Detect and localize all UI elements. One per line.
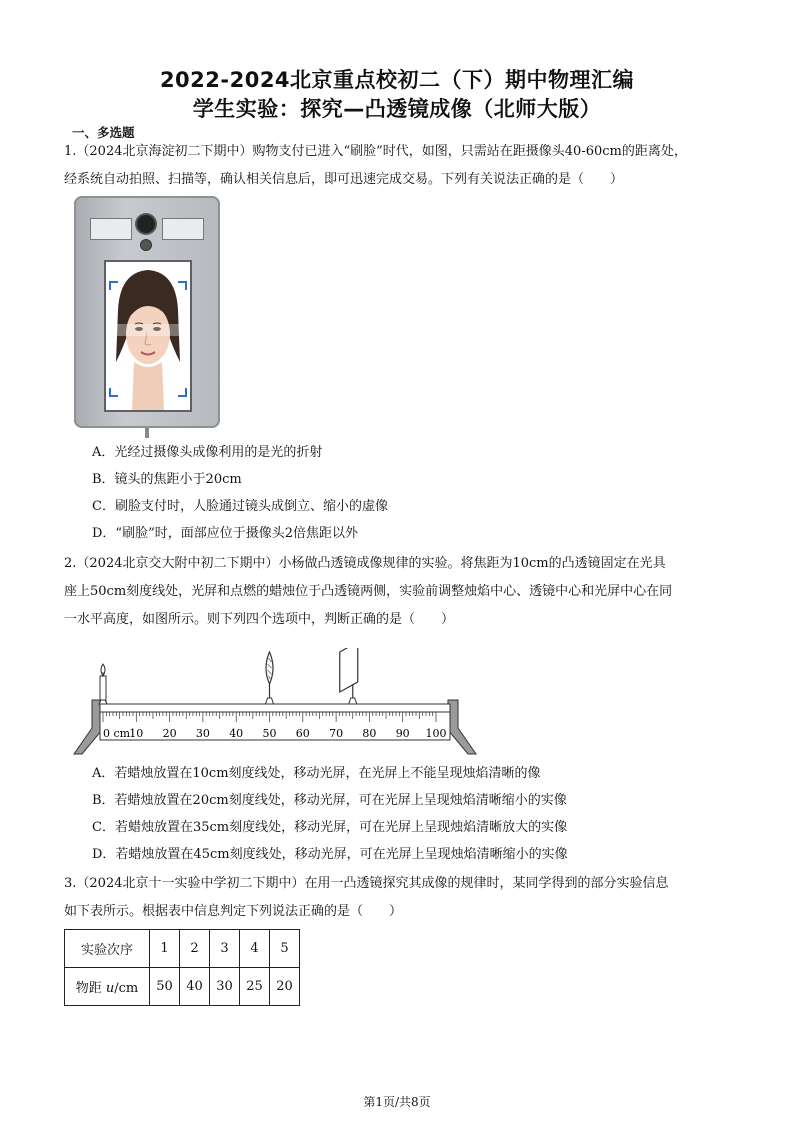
candle-icon	[99, 664, 107, 704]
device-stand	[145, 428, 149, 438]
right-bench-support	[448, 700, 476, 754]
page-title-line-2: 学生实验：探究—凸透镜成像（北师大版）	[192, 97, 602, 121]
q1-option-c: C．刷脸支付时，人脸通过镜头成倒立、缩小的虚像	[92, 499, 388, 514]
question-3-text	[64, 870, 730, 926]
table-row-label: 实验次序	[65, 930, 150, 968]
light-screen-icon	[340, 648, 358, 704]
ruler-label-30: 30	[195, 727, 210, 740]
table-row-label	[65, 968, 150, 1006]
q2-option-d: D．若蜡烛放置在45cm刻度线处，移动光屏，可在光屏上呈现烛焰清晰缩小的实像	[92, 847, 568, 862]
question-1-text	[64, 138, 730, 194]
table-cell: 5	[270, 930, 300, 968]
ruler-label-70: 70	[329, 727, 344, 740]
question-2-line-1: 2.（2024北京交大附中初二下期中）小杨做凸透镜成像规律的实验。将焦距为10cm的凸透镜固定在光具	[64, 556, 666, 571]
q1-option-a: A．光经过摄像头成像利用的是光的折射	[92, 445, 323, 460]
question-3-line-2: 如下表所示。根据表中信息判定下列说法正确的是（ ）	[64, 904, 403, 919]
table-cell: 50	[150, 968, 180, 1006]
table-cell: 1	[150, 930, 180, 968]
question-2-line-3: 一水平高度，如图所示。则下列四个选项中，判断正确的是（ ）	[64, 612, 455, 627]
section-heading: 一、多选题	[72, 125, 135, 140]
label-variable: u	[105, 981, 115, 996]
ruler-label-40: 40	[229, 727, 244, 740]
question-3-line-1: 3.（2024北京十一实验中学初二下期中）在用一凸透镜探究其成像的规律时，某同学得到的部分实验信息	[64, 876, 669, 891]
convex-lens-icon	[266, 652, 274, 704]
experiment-data-table	[64, 929, 300, 1006]
label-prefix: 物距	[75, 981, 102, 996]
device-screen	[104, 260, 192, 412]
bench-rail	[100, 704, 450, 712]
q2-option-b: B．若蜡烛放置在20cm刻度线处，移动光屏，可在光屏上呈现烛焰清晰缩小的实像	[92, 793, 567, 808]
label-unit: /cm	[114, 981, 139, 996]
table-cell: 40	[180, 968, 210, 1006]
table-cell: 4	[240, 930, 270, 968]
ruler-label-60: 60	[295, 727, 310, 740]
table-row	[65, 968, 300, 1006]
ruler-label-10: 10	[129, 727, 144, 740]
face-pay-device-image	[74, 196, 220, 428]
table-row	[65, 930, 300, 968]
face-portrait-icon	[106, 262, 190, 410]
page-footer: 第1页/共8页	[363, 1095, 431, 1109]
q2-option-c: C．若蜡烛放置在35cm刻度线处，移动光屏，可在光屏上呈现烛焰清晰放大的实像	[92, 820, 568, 835]
question-1-line-1: 1.（2024北京海淀初二下期中）购物支付已进入“刷脸”时代，如图，只需站在距摄像头40-60cm的距离处，	[64, 144, 687, 159]
optical-bench-diagram	[70, 648, 490, 758]
table-cell: 3	[210, 930, 240, 968]
table-cell: 25	[240, 968, 270, 1006]
camera-lens-icon	[137, 215, 155, 233]
question-2-line-2: 座上50cm刻度线处，光屏和点燃的蜡烛位于凸透镜两侧，实验前调整烛焰中心、透镜中心和光屏中心在同	[64, 584, 673, 599]
table-cell: 30	[210, 968, 240, 1006]
page-title-line-1: 2022-2024北京重点校初二（下）期中物理汇编	[159, 68, 635, 92]
ruler-label-100: 100	[425, 727, 447, 740]
ruler-label-80: 80	[362, 727, 377, 740]
question-1-line-2: 经系统自动拍照、扫描等，确认相关信息后，即可迅速完成交易。下列有关说法正确的是（ ）	[64, 172, 624, 187]
q1-option-d: D．“刷脸”时，面部应位于摄像头2倍焦距以外	[92, 526, 358, 541]
q2-option-a: A．若蜡烛放置在10cm刻度线处，移动光屏，在光屏上不能呈现烛焰清晰的像	[92, 766, 541, 781]
ruler-label-90: 90	[395, 727, 410, 740]
sensor-icon	[141, 240, 151, 250]
ruler-label-20: 20	[162, 727, 177, 740]
ruler-label-50: 50	[262, 727, 277, 740]
q1-option-b: B．镜头的焦距小于20cm	[92, 472, 242, 487]
table-cell: 2	[180, 930, 210, 968]
device-window-left	[90, 218, 132, 240]
device-window-right	[162, 218, 204, 240]
question-2-text	[64, 550, 730, 634]
table-cell: 20	[270, 968, 300, 1006]
left-bench-support	[74, 700, 102, 754]
ruler-label-0: 0 cm	[103, 727, 131, 740]
